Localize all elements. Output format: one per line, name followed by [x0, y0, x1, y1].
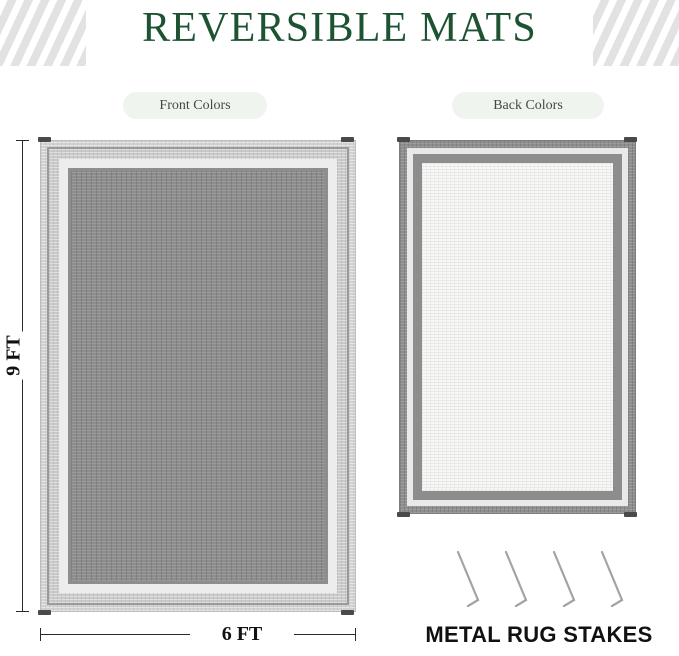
stakes-svg: [452, 548, 642, 614]
front-mat-outer-band: [47, 147, 349, 605]
metal-rug-stakes-label: METAL RUG STAKES: [425, 622, 653, 647]
back-mat-corner-stake-bottom-right: [624, 512, 637, 517]
front-mat-middle-band: [59, 159, 337, 593]
height-ruler-cap-bottom: [16, 611, 29, 612]
width-dimension-ruler: [40, 623, 356, 645]
stake-icon-4: [602, 552, 622, 606]
back-mat-corner-stake-top-left: [397, 137, 410, 142]
back-mat-corner-stake-bottom-left: [397, 512, 410, 517]
header-banner: [0, 0, 679, 72]
width-dimension-label: 6 FT: [190, 623, 294, 646]
front-mat-corner-stake-top-right: [341, 137, 354, 142]
front-mat-image: [40, 140, 356, 612]
front-colors-pill: [123, 92, 267, 119]
stake-icon-1: [458, 552, 478, 606]
back-mat-image: [399, 140, 636, 514]
page-title: REVERSIBLE MATS: [142, 5, 537, 51]
width-ruler-cap-right: [355, 628, 356, 641]
back-colors-pill-label: Back Colors: [493, 97, 563, 113]
front-mat-corner-stake-top-left: [38, 137, 51, 142]
back-mat-outer-band: [407, 148, 628, 506]
front-mat-center-field: [68, 168, 328, 584]
front-mat-corner-stake-bottom-left: [38, 610, 51, 615]
back-mat-corner-stake-top-right: [624, 137, 637, 142]
back-mat-center-field: [413, 154, 622, 500]
stake-icon-2: [506, 552, 526, 606]
width-ruler-cap-left: [40, 628, 41, 641]
height-ruler-cap-top: [16, 140, 29, 141]
stake-icon-3: [554, 552, 574, 606]
front-mat-corner-stake-bottom-right: [341, 610, 354, 615]
height-dimension-label: 9 FT: [0, 332, 30, 380]
front-colors-pill-label: Front Colors: [159, 97, 231, 113]
metal-rug-stakes-illustration: [452, 548, 642, 614]
back-colors-pill: [452, 92, 604, 119]
